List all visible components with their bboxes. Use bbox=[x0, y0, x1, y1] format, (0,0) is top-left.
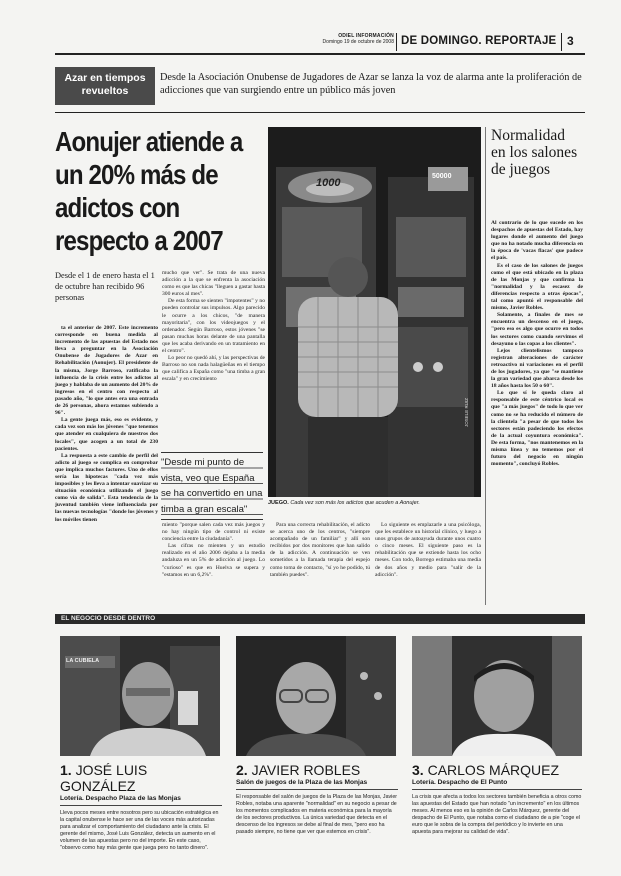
col2-paragraph: Lo peor no quedó ahí, y las perspectivas de Barroso no son nada halagüeñas en el tiempo que califica a España como "una timba a gran escala" y en crecimiento bbox=[162, 355, 265, 383]
article-column-2 bbox=[162, 270, 265, 448]
sidebar-paragraph: Es el caso de los salones de juegos como el que está ubicado en la plaza de las Monjas y que confirma la "normalidad y la escasez de diferencias respecto a otras épocas", tal como apuntó el responsable del mismo, Javier Robles. bbox=[491, 262, 583, 312]
headline: Aonujer atiende a un 20% más de adictos con respecto a 2007 bbox=[55, 126, 243, 256]
profile-3-heading bbox=[412, 762, 582, 778]
col1-paragraph: La gente juega más, eso es evidente, y cada vez son más los jóvenes "que tenemos que atender en cualquiera de nuestros dos locales", que acogen a un total de 230 pacientes. bbox=[55, 417, 158, 452]
col2-paragraph: De esta forma se sienten "impotentes" y no pueden controlar sus impulsos. Algo parecido le ocurre a los chicos, "de manera mayoritaria", con los videojuegos y el ordenador. Según Barroso, estos jóvenes "se pasan muchas horas delante de una pantalla que les acaba derivando en un tratamiento en el centro". bbox=[162, 298, 265, 355]
col3-paragraph: Para una correcta rehabilitación, el adicto se acerca uno de los centros, "siempre acompañado de un familiar" y allí son recibidos por dos monitores que han salido de la adicción. A continuación se ven sometidos a la llamada terapia del espejo como toma de contacto, "sí yo he podido, tú también puedes". bbox=[270, 522, 370, 578]
profile-3-number: 3. bbox=[412, 762, 424, 778]
photo-credit: JOSELE RUIZ bbox=[464, 397, 469, 427]
topic-label bbox=[55, 67, 155, 105]
profile-1-number: 1. bbox=[60, 762, 72, 778]
page-number: 3 bbox=[567, 34, 574, 48]
machine-sign: 1000 bbox=[316, 177, 341, 189]
sidebar-paragraph: Al contrario de lo que sucede en los despachos de apuestas del Estado, hay lugares donde el aumento del juego que no ha notado mucha diferencia en la época de 'vacas flacas' que padece el país. bbox=[491, 220, 583, 262]
article-column-2-lower bbox=[162, 522, 265, 608]
photo-1-sign: LA CUBIELA bbox=[66, 658, 100, 664]
profile-2-number: 2. bbox=[236, 762, 248, 778]
slot-machine-photo bbox=[268, 127, 481, 497]
profile-photo-3 bbox=[412, 636, 582, 756]
profile-1-role: Lotería. Despacho Plaza de las Monjas bbox=[60, 795, 222, 806]
bottom-section-label-text: EL NEGOCIO DESDE DENTRO bbox=[61, 615, 156, 622]
profile-2-text: El responsable del salón de juegos de la Plaza de las Monjas, Javier Robles, notaba una aparente "normalidad" en su negocio a pesar de los momentos complicados en materia económica para la mayoría de los sectores productivos. La única variedad que detecta en el descenso de los ingresos se debe al final de mes, "pero eso ha pasado siempre, no tiene que ver que estemos en crisis". bbox=[236, 794, 398, 835]
profile-2 bbox=[236, 762, 398, 836]
sidebar-title: Normalidad en los salones de juegos bbox=[491, 127, 578, 178]
sidebar-paragraph: Lo que sí le queda claro al responsable de este céntrico local es que "a más juegos" de todo lo que ver como no se ha reducido el número de la clientela "a pesar de que todos los sectores están padeciendo los efectos de la actual coyuntura económica". De esta forma, "nos mantenemos en la misma línea y no tememos por el futuro del negocio en ningún momento", concluyó Robles. bbox=[491, 390, 583, 468]
article-column-1 bbox=[55, 325, 158, 608]
pull-quote: "Desde mi punto de vista, veo que España se ha convertido en una timba a gran escala" bbox=[161, 452, 263, 520]
masthead-block bbox=[318, 33, 394, 45]
profile-3-name: CARLOS MÁRQUEZ bbox=[427, 762, 560, 778]
col2-paragraph: mucho que ver". Se trata de una nueva adicción a la que se enfrenta la asociación como es que las chicas "lleguen a gastar hasta 300 euros al mes". bbox=[162, 270, 265, 298]
profile-2-heading bbox=[236, 762, 398, 778]
col2-lower-paragraph: miento "porque salen cada vez más juegos y no hay ningún tipo de control ni existe conciencia entre la ciudadanía". bbox=[162, 522, 265, 543]
profile-3 bbox=[412, 762, 582, 836]
profile-photo-2-illustration bbox=[236, 636, 396, 756]
profile-1-heading bbox=[60, 762, 222, 794]
article-column-4 bbox=[375, 522, 481, 608]
masthead: ODIEL INFORMACIÓN bbox=[338, 33, 394, 39]
photo-caption-text: Cada vez son más los adictos que acuden a Aonujer. bbox=[290, 500, 420, 506]
profile-1-text: Lleva pocos meses entre nosotros pero su ubicación estratégica en la capital onubense le hace ser una de las voces más autorizadas para analizar el comportamiento del ciudadano ante la crisis. El gerente del mismo, José Luis González, detecta un aumento en el volumen de las apuestas pero no del importe. En este caso, "observo como hay más gente que juega pero no tanto dinero". bbox=[60, 810, 219, 851]
slot-machine-illustration bbox=[268, 127, 481, 497]
issue-date: Domingo 19 de octubre de 2008 bbox=[322, 39, 394, 45]
topic-label-line1: Azar en tiempos bbox=[64, 72, 146, 84]
header-divider-2 bbox=[561, 33, 562, 51]
col1-paragraph: La respuesta a este cambio de perfil del adicto al juego se complica en comprobar que implica muchos factores. Uno de ellos sería las hipotecas "cada vez más imposibles y les lleva a intentar suavizar su situación económica utilizando el juego como vía de salida". Esta tendencia de la juventud también viene influenciada por las nuevas tecnologías "donde los jóvenes y los móviles tienen bbox=[55, 452, 158, 523]
bottom-section-label bbox=[55, 614, 585, 624]
profile-3-role: Lotería. Despacho de El Punto bbox=[412, 779, 582, 790]
machine-sign-2: 50000 bbox=[432, 173, 452, 180]
sidebar-body bbox=[491, 220, 583, 606]
profile-photo-2 bbox=[236, 636, 396, 756]
header-rule bbox=[55, 53, 585, 55]
topic-rule bbox=[55, 112, 585, 113]
profile-photo-3-illustration bbox=[412, 636, 582, 756]
sidebar-divider bbox=[485, 127, 486, 605]
col4-paragraph: Lo siguiente es emplazarle a una psicóloga, que les establece un historial clínico, y luego a unos grupos de autoayuda durante unos cuatro o cinco meses. El siguiente paso es la rehabilitación que se extiende hasta los ocho meses. Con todo, Borrego estimaba una media de dos años y medio para "salir de la adicción". bbox=[375, 522, 481, 578]
article-column-3 bbox=[270, 522, 370, 608]
subhead: Desde el 1 de enero hasta el 1 de octubre han recibido 96 personas bbox=[55, 271, 155, 302]
topic-intro: Desde la Asociación Onubense de Jugadores de Azar se lanza la voz de alarma ante la proliferación de adicciones que van surgiendo entre un público más joven bbox=[160, 72, 582, 96]
col2-lower-paragraph: Las cifras no mienten y un estudio realizado en el año 2006 dejaba a la media andaluza en un 5% de adicción al juego. Lo "curioso" es que en Huelva se supera y "estamos en un 6,2%". bbox=[162, 543, 265, 578]
profile-3-text: La crisis que afecta a todos los sectores también beneficia a otros como las apuestas del Estado que han notado "un incremento" en los últimos meses. Al menos eso es la opinión de Carlos Márquez, gerente del despacho de El Punto, que notaba como el ciudadano de a pie "coge el euro que le sobra de la compra del periódico y lo invierte en una apuesta para mejorar su calidad de vida". bbox=[412, 794, 582, 835]
profile-photo-1 bbox=[60, 636, 220, 756]
col1-paragraph: ta el anterior de 2007. Este incremento corresponde en buena medida al incremento de las apuestas del Estado nos lleva a preguntar en la Asociación Onubense de Jugadores de Azar en Rehabilitación (Aonujer). El presidente de la misma, Jorge Barroso, ratificaba la influencia de la crisis entre los adictos al juego y hablaba de un aumento del 20% de ingresos en el centro con respecto al pasado año, "lo que antes era una entrada de 26 personas, ahora estamos subiendo a 96". bbox=[55, 325, 158, 417]
photo-caption-label: JUEGO. bbox=[268, 500, 289, 506]
profile-photo-1-illustration bbox=[60, 636, 220, 756]
section-title: DE DOMINGO. REPORTAJE bbox=[401, 35, 557, 47]
profile-1 bbox=[60, 762, 222, 852]
profile-2-name: JAVIER ROBLES bbox=[251, 762, 361, 778]
sidebar-paragraph: Lejos clientelismos tampoco registran alteraciones de carácter retroactivo ni variaciones en el perfil de los jugadores, ya que "se mantiene la gran variedad que abarca desde los 18 años hasta los 50 o 60". bbox=[491, 347, 583, 390]
sidebar-paragraph: Solamente, a finales de mes se encuentra un descenso en el juego, "pero eso es algo que ocurre en todos los sectores como cuando servimos el desayuno o las copas a los clientes". bbox=[491, 312, 583, 347]
header-divider bbox=[396, 33, 397, 51]
topic-label-line2: revueltos bbox=[81, 85, 129, 97]
photo-caption bbox=[268, 500, 483, 507]
profile-1-name: JOSÉ LUIS GONZÁLEZ bbox=[60, 762, 148, 794]
profile-2-role: Salón de juegos de la Plaza de las Monjas bbox=[236, 779, 398, 790]
